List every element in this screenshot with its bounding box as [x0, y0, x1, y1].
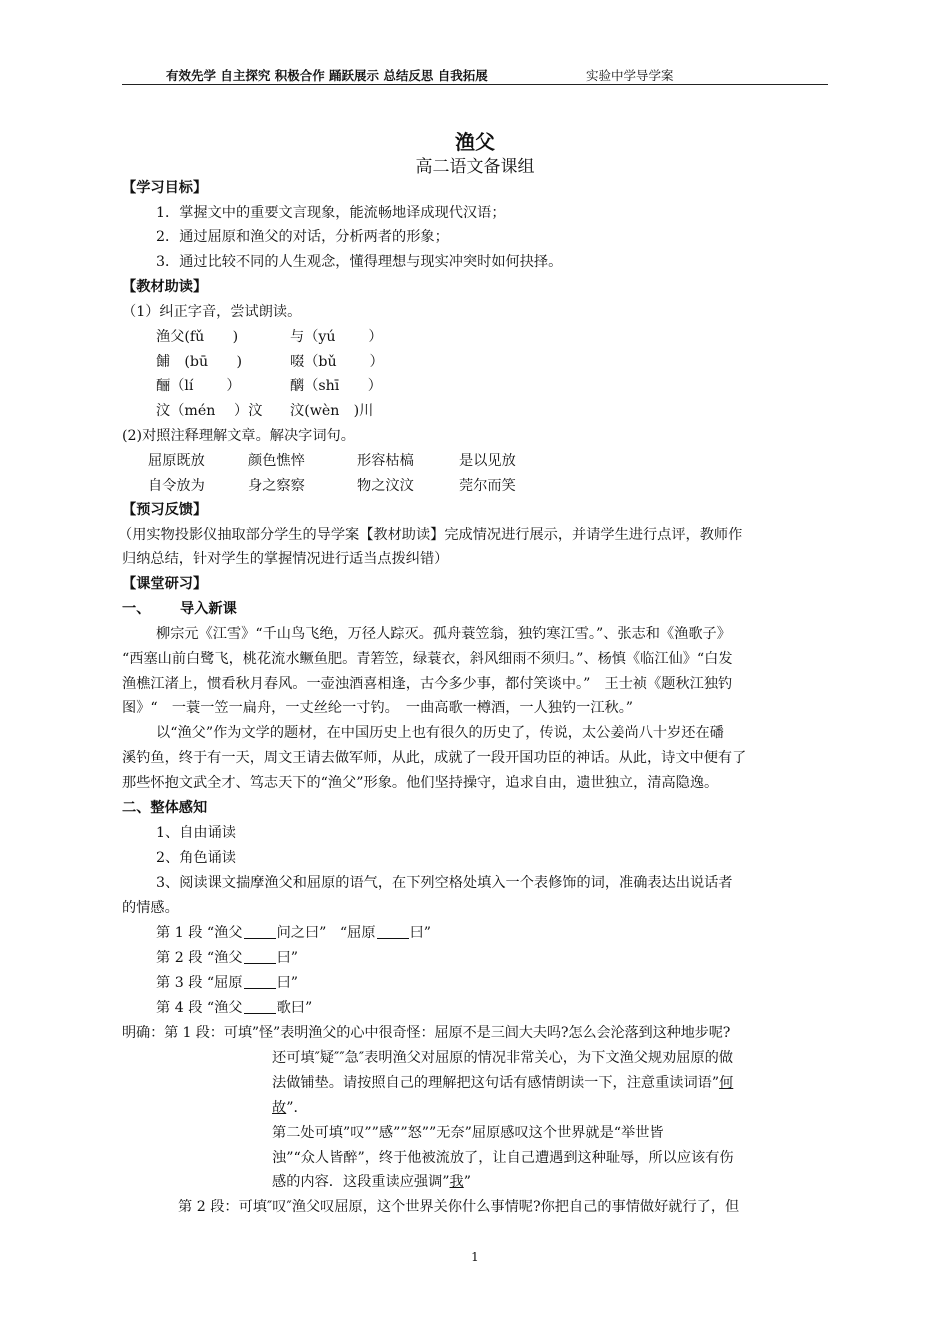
- section1-number: 一、: [122, 601, 151, 617]
- header-school: 实验中学导学案: [586, 68, 674, 83]
- phrase-item: 颜色憔悴: [248, 453, 305, 469]
- section2-item: 2、角色诵读: [156, 850, 236, 866]
- answer-line: [272, 1073, 733, 1093]
- answer-emphasis: 故: [272, 1100, 287, 1116]
- pinyin-item: 醨（shī ）: [290, 378, 382, 394]
- intro-line: 图》“ 一蓑一笠一扁舟，一丈丝纶一寸钓。 一曲高歌一樽酒，一人独钓一江秋。”: [122, 700, 634, 716]
- reading-step1: （1）纠正字音，尝试朗读。: [122, 304, 302, 320]
- section2-title: 二、整体感知: [122, 800, 208, 816]
- intro-line: 溪钓鱼，终于有一天，周文王请去做军师，从此，成就了一段开国功臣的神话。从此，诗文中便有了: [122, 750, 747, 766]
- fill-blank[interactable]: [244, 974, 276, 989]
- feedback-heading: 【预习反馈】: [122, 502, 208, 518]
- answer-line: 第 2 段：可填″叹″渔父叹屈原，这个世界关你什么事情呢?你把自己的事情做好就行了，但: [178, 1199, 740, 1215]
- section2-item: 1、自由诵读: [156, 825, 236, 841]
- fill-row: [156, 998, 312, 1018]
- pinyin-item: 汶(wèn )川: [290, 403, 374, 419]
- goal-item: 2．通过屈原和渔父的对话，分析两者的形象；: [156, 229, 449, 245]
- intro-line: “西塞山前白鹭飞，桃花流水鳜鱼肥。青箬笠，绿蓑衣，斜风细雨不须归。”、杨慎《临江仙》“白发: [122, 651, 733, 667]
- pinyin-item: 酾（lí ）: [156, 378, 241, 394]
- fill-suffix: 问之曰”: [276, 925, 327, 941]
- page-title: 渔父: [455, 130, 495, 154]
- pinyin-item: 渔父(fǔ ): [156, 329, 239, 345]
- answer-line: 浊”“众人皆醉”，终于他被流放了，让自己遭遇到这种耻辱，所以应该有伤: [272, 1150, 734, 1166]
- fill-prefix: “屈原: [339, 925, 376, 941]
- phrase-item: 自令放为: [148, 478, 205, 494]
- pinyin-item: 汶（mén ）汶: [156, 403, 263, 419]
- answer-line: 还可填″疑″″急″表明渔父对屈原的情况非常关心，为下文渔父规劝屈原的做: [272, 1050, 734, 1066]
- fill-suffix: 曰”: [409, 925, 432, 941]
- fill-prefix: 第 2 段 “渔父: [156, 950, 243, 966]
- intro-line: 那些怀抱文武全才、笃志天下的“渔父”形象。他们坚持操守，追求自由，遗世独立，清高隐逸。: [122, 775, 719, 791]
- phrase-item: 身之察察: [248, 478, 305, 494]
- answer-text: 感的内容．这段重读应强调”: [272, 1174, 450, 1190]
- answer-line: [272, 1098, 308, 1118]
- fill-row: [156, 923, 431, 943]
- goals-heading: 【学习目标】: [122, 180, 208, 196]
- pinyin-item: 餔 (bū ): [156, 354, 243, 370]
- answer-line: 明确：第 1 段：可填”怪”表明渔父的心中很奇怪：屈原不是三闾大夫吗?怎么会沦落到这种地步呢?: [122, 1025, 731, 1041]
- answer-emphasis: 我: [449, 1174, 464, 1190]
- reading-step2: (2)对照注释理解文章。解决字词句。: [122, 428, 355, 444]
- phrase-item: 形容枯槁: [357, 453, 414, 469]
- header-divider: [122, 84, 828, 85]
- fill-blank[interactable]: [244, 924, 276, 939]
- section2-item: 的情感。: [122, 900, 179, 916]
- fill-suffix: 曰”: [276, 950, 299, 966]
- answer-line: [272, 1172, 471, 1192]
- intro-line: 以“渔父”作为文学的题材，在中国历史上也有很久的历史了，传说，太公姜尚八十岁还在磻: [156, 725, 724, 741]
- goal-item: 1．掌握文中的重要文言现象，能流畅地译成现代汉语；: [156, 205, 506, 221]
- section2-item: 3、阅读课文揣摩渔父和屈原的语气，在下列空格处填入一个表修饰的词，准确表达出说话者: [156, 875, 733, 891]
- phrase-item: 物之汶汶: [357, 478, 414, 494]
- fill-blank[interactable]: [377, 924, 409, 939]
- fill-row: [156, 948, 298, 968]
- goal-item: 3．通过比较不同的人生观念，懂得理想与现实冲突时如何抉择。: [156, 254, 563, 270]
- page-number: 1: [471, 1250, 479, 1264]
- pinyin-item: 与（yú ）: [290, 329, 383, 345]
- feedback-text: （用实物投影仪抽取部分学生的导学案【教材助读】完成情况进行展示，并请学生进行点评，教师作: [118, 527, 743, 543]
- header-motto: 有效先学 自主探究 积极合作 踊跃展示 总结反思 自我拓展: [166, 68, 488, 83]
- fill-blank[interactable]: [244, 999, 276, 1014]
- fill-row: [156, 973, 298, 993]
- study-heading: 【课堂研习】: [122, 576, 208, 592]
- phrase-item: 是以见放: [459, 453, 516, 469]
- intro-line: 渔樵江渚上，惯看秋月春风。一壶浊酒喜相逢，古今多少事，都付笑谈中。” 王士祯《题秋江独钓: [122, 676, 733, 692]
- fill-suffix: 曰”: [276, 975, 299, 991]
- fill-prefix: 第 4 段 “渔父: [156, 1000, 243, 1016]
- page-subtitle: 高二语文备课组: [415, 157, 535, 177]
- answer-emphasis: 何: [719, 1075, 734, 1091]
- answer-text: ”: [463, 1174, 471, 1190]
- phrase-item: 屈原既放: [148, 453, 205, 469]
- fill-blank[interactable]: [244, 949, 276, 964]
- answer-text: 法做铺垫。请按照自己的理解把这句话有感情朗读一下，注意重读词语”: [272, 1075, 720, 1091]
- feedback-text: 归纳总结，针对学生的掌握情况进行适当点拨纠错）: [122, 551, 449, 567]
- pinyin-item: 啜（bǔ ）: [290, 354, 384, 370]
- answer-line: 第二处可填”叹””感””怒””无奈”屈原感叹这个世界就是“举世皆: [272, 1125, 664, 1141]
- reading-heading: 【教材助读】: [122, 279, 208, 295]
- intro-line: 柳宗元《江雪》“千山鸟飞绝，万径人踪灭。孤舟蓑笠翁，独钓寒江雪。”、张志和《渔歌子》: [156, 626, 731, 642]
- fill-suffix: 歌曰”: [276, 1000, 313, 1016]
- section1-title: 导入新课: [180, 601, 237, 617]
- fill-prefix: 第 1 段 “渔父: [156, 925, 243, 941]
- answer-text: ”．: [286, 1100, 308, 1116]
- fill-prefix: 第 3 段 “屈原: [156, 975, 243, 991]
- phrase-item: 莞尔而笑: [459, 478, 516, 494]
